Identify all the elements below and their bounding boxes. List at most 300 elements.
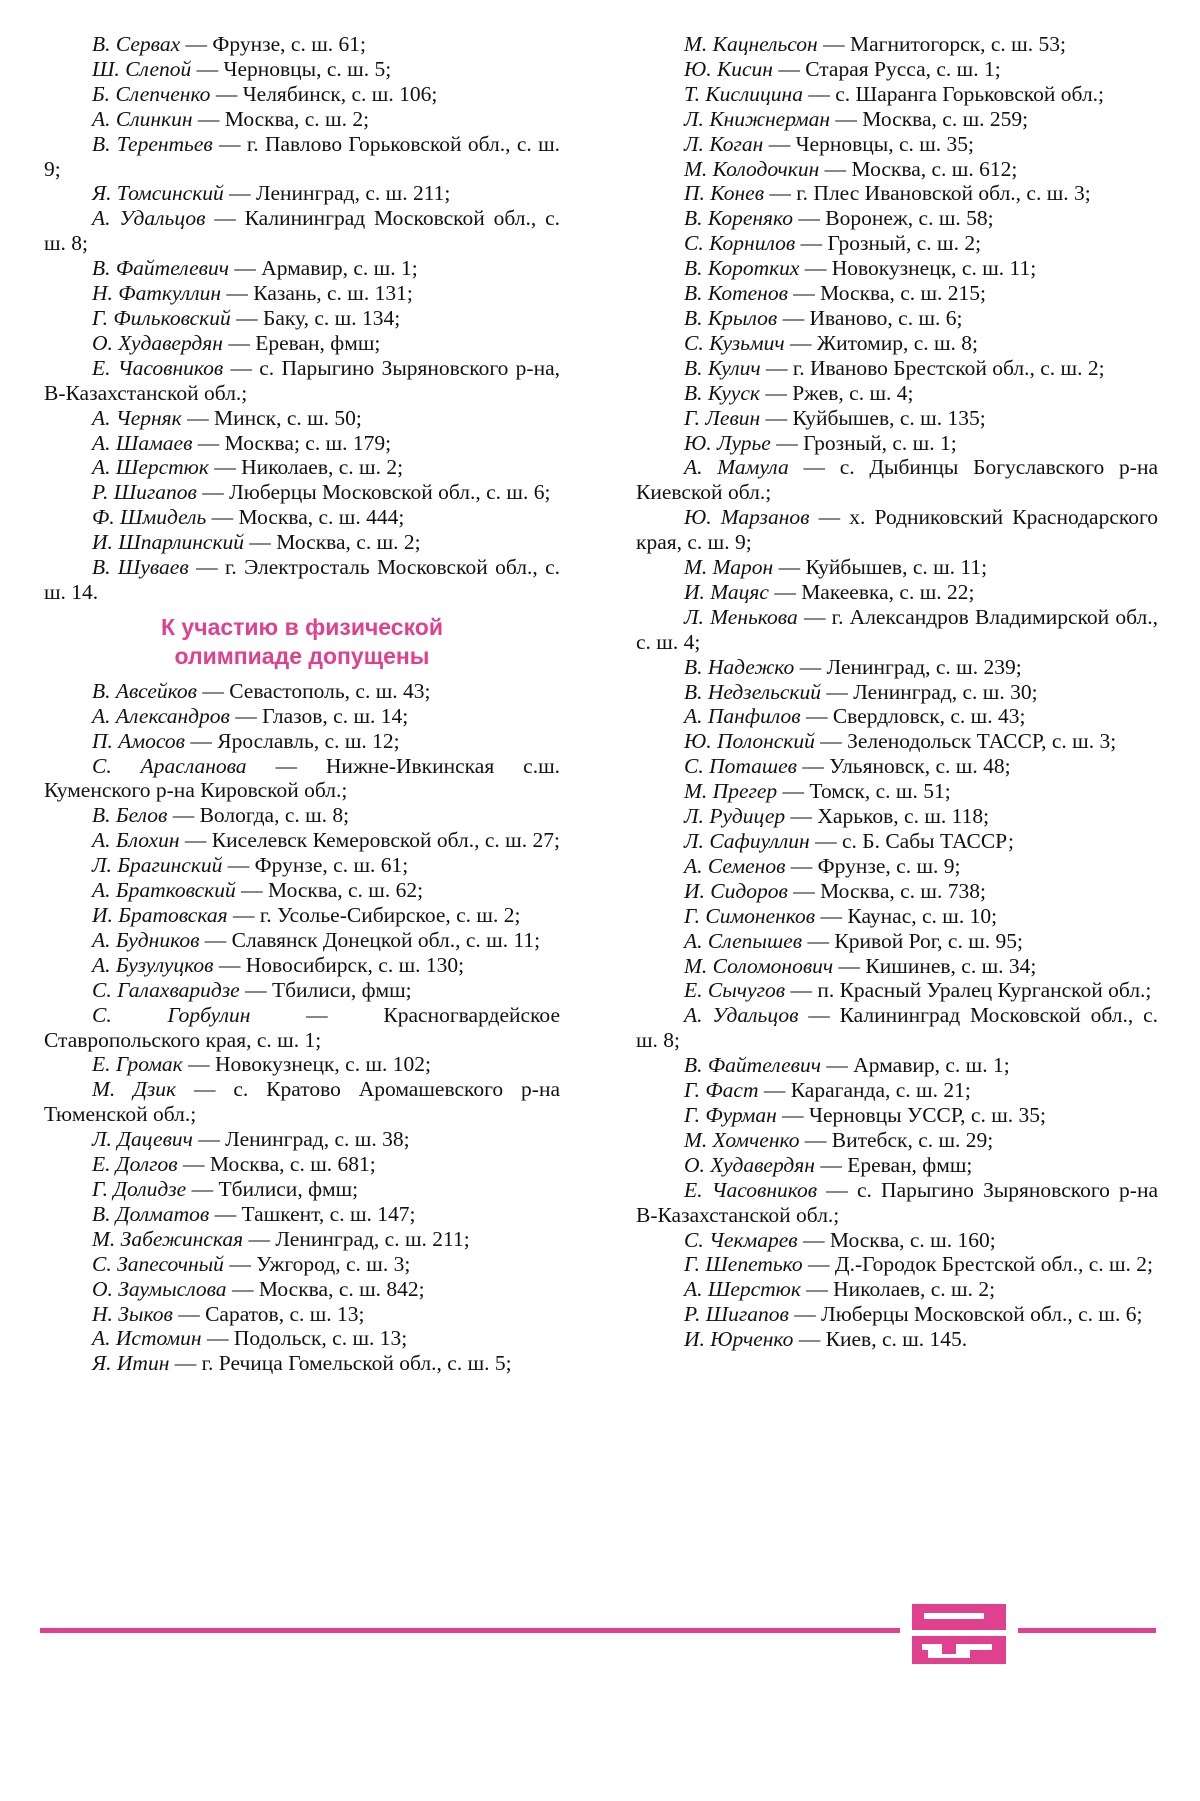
person-location: Ереван, фмш; xyxy=(847,1152,973,1177)
person-surname: Громак xyxy=(115,1052,183,1077)
person-name xyxy=(684,356,761,380)
person-name xyxy=(92,1127,193,1151)
list-item: М. Соломонович — Кишинев, с. ш. 34; xyxy=(684,953,1037,978)
person-name xyxy=(92,505,206,529)
person-name xyxy=(92,1177,186,1201)
person-surname: Кацнельсон xyxy=(712,32,818,56)
person-surname: Фурман xyxy=(705,1102,777,1127)
person-surname: Шерстюк xyxy=(115,455,209,480)
person-surname: Авсейков xyxy=(115,678,197,703)
person-name xyxy=(92,256,229,280)
list-item: М. Колодочкин — Москва, с. ш. 612; xyxy=(684,156,1018,181)
list-item: В. Крылов — Иваново, с. ш. 6; xyxy=(684,305,963,330)
list-item: С. Поташев — Ульяновск, с. ш. 48; xyxy=(684,754,1011,779)
person-surname: Долидзе xyxy=(113,1176,187,1201)
person-location: Москва, с. ш. 62; xyxy=(268,878,424,903)
person-surname: Истомин xyxy=(115,1326,202,1351)
person-location: п. Красный Уралец Курганской обл.; xyxy=(817,978,1152,1003)
list-item: Ю. Лурье — Грозный, с. ш. 1; xyxy=(684,430,957,455)
person-surname: Часовников xyxy=(117,355,224,380)
person-initial: Г. xyxy=(684,1102,700,1127)
section-heading xyxy=(44,613,560,671)
person-initial: Р. xyxy=(684,1302,701,1327)
footer-rule-right xyxy=(1018,1628,1156,1633)
person-location: г. Александров Владимирской обл., с. ш. 4; xyxy=(636,604,1158,654)
person-location: Москва, с. ш. 444; xyxy=(238,505,405,530)
person-initial: А. xyxy=(684,455,703,480)
list-item: В. Терентьев — г. Павлово Горьковской обл., с. ш. 9; xyxy=(44,131,560,181)
person-surname: Файтелевич xyxy=(707,1053,822,1078)
person-surname: Шерстюк xyxy=(707,1277,801,1302)
person-name xyxy=(684,206,793,230)
person-location: Москва, с. ш. 681; xyxy=(209,1152,376,1177)
person-surname: Колодочкин xyxy=(712,156,820,181)
person-location: х. Родниковский Краснодарского края, с. ш. 9; xyxy=(636,505,1159,555)
person-location: Куйбышев, с. ш. 11; xyxy=(805,555,988,580)
person-name xyxy=(684,281,788,305)
person-initial: М. xyxy=(684,1127,708,1152)
list-item: А. Шамаев — Москва; с. ш. 179; xyxy=(92,430,392,455)
list-item: Л. Менькова — г. Александров Владимирской обл., с. ш. 4; xyxy=(636,604,1158,654)
person-location: Казань, с. ш. 131; xyxy=(253,281,413,306)
person-initial: С. xyxy=(684,1227,704,1252)
list-item: М. Хомченко — Витебск, с. ш. 29; xyxy=(684,1127,994,1152)
right-column xyxy=(636,32,1158,1352)
person-initial: Л. xyxy=(684,604,704,629)
person-location: г. Электросталь Московской обл., с. ш. 14. xyxy=(44,555,561,604)
person-name xyxy=(92,132,213,156)
list-item: Ю. Марзанов — х. Родниковский Краснодарского края, с. ш. 9; xyxy=(636,505,1159,555)
person-surname: Кууск xyxy=(707,380,760,405)
person-location: г. Иваново Брестской обл., с. ш. 2; xyxy=(792,355,1105,380)
person-initial: Р. xyxy=(92,480,109,505)
person-surname: Книжнерман xyxy=(709,106,831,131)
person-name xyxy=(92,903,228,927)
person-location: Кривой Рог, с. ш. 95; xyxy=(834,928,1023,953)
person-initial: О. xyxy=(92,1276,113,1301)
person-surname: Терентьев xyxy=(116,131,213,156)
person-surname: Будников xyxy=(115,927,200,952)
person-location: Нижне-Ивкинская с.ш. Куменского р-на Кировской обл.; xyxy=(44,753,560,803)
person-initial: Е. xyxy=(92,355,111,380)
list-item: И. Мацяс — Макеевка, с. ш. 22; xyxy=(684,579,975,604)
entry-list-top xyxy=(44,32,560,605)
person-name xyxy=(92,803,167,827)
person-surname: Александров xyxy=(115,703,230,728)
person-name xyxy=(92,181,224,205)
person-location: Люберцы Московской обл., с. ш. 6; xyxy=(229,480,551,505)
person-surname: Итин xyxy=(116,1351,170,1376)
person-initial: Н. xyxy=(92,1301,113,1326)
person-surname: Фаст xyxy=(705,1078,759,1103)
person-location: Севастополь, с. ш. 43; xyxy=(229,678,431,703)
person-surname: Худавердян xyxy=(710,1152,815,1177)
person-location: Красногвардейское Ставропольского края, с. ш. 1; xyxy=(44,1002,560,1052)
list-item: Р. Шигапов — Люберцы Московской обл., с. ш. 6; xyxy=(684,1302,1143,1327)
person-location: Москва, с. ш. 160; xyxy=(829,1227,996,1252)
person-name xyxy=(92,928,199,952)
person-initial: О. xyxy=(92,330,113,355)
person-initial: Л. xyxy=(92,853,112,878)
person-surname: Слепой xyxy=(125,56,192,81)
person-surname: Кореняко xyxy=(707,206,794,231)
list-item: А. Удальцов — Калининград Московской обл., с. ш. 8; xyxy=(44,206,560,256)
person-surname: Шуваев xyxy=(117,555,189,580)
list-item: Л. Коган — Черновцы, с. ш. 35; xyxy=(684,131,975,156)
person-location: Новокузнецк, с. ш. 102; xyxy=(214,1052,431,1077)
person-initial: В. xyxy=(684,1053,703,1078)
person-location: Киев, с. ш. 145. xyxy=(825,1327,968,1352)
person-initial: В. xyxy=(92,803,111,828)
person-name xyxy=(684,655,794,679)
person-surname: Панфилов xyxy=(707,704,801,729)
person-location: Ленинград, с. ш. 38; xyxy=(225,1127,410,1152)
person-name xyxy=(92,107,193,131)
person-location: Ленинград, с. ш. 30; xyxy=(853,679,1038,704)
person-location: Ужгород, с. ш. 3; xyxy=(256,1251,411,1276)
person-name xyxy=(92,1351,169,1375)
list-item: В. Кууск — Ржев, с. ш. 4; xyxy=(684,380,914,405)
person-name xyxy=(684,157,819,181)
person-location: Николаев, с. ш. 2; xyxy=(833,1277,996,1302)
person-name xyxy=(684,1103,777,1127)
person-initial: Н. xyxy=(92,281,113,306)
person-surname: Шамаев xyxy=(115,430,193,455)
person-name xyxy=(92,480,197,504)
person-surname: Сафиуллин xyxy=(709,829,810,853)
person-initial: А. xyxy=(92,430,111,455)
person-location: Черновцы, с. ш. 5; xyxy=(223,56,392,81)
list-item: С. Чекмарев — Москва, с. ш. 160; xyxy=(684,1227,996,1252)
person-location: Подольск, с. ш. 13; xyxy=(233,1326,408,1351)
person-name xyxy=(92,679,197,703)
person-initial: Г. xyxy=(92,305,108,330)
person-location: Ульяновск, с. ш. 48; xyxy=(829,754,1011,779)
person-initial: В. xyxy=(684,355,703,380)
person-initial: М. xyxy=(684,32,708,56)
list-item: В. Долматов — Ташкент, с. ш. 147; xyxy=(92,1201,416,1226)
person-initial: М. xyxy=(684,953,708,978)
list-item: Я. Томсинский — Ленинград, с. ш. 211; xyxy=(92,181,451,206)
list-item: С. Корнилов — Грозный, с. ш. 2; xyxy=(684,231,982,256)
person-name xyxy=(92,878,236,902)
person-initial: А. xyxy=(684,853,703,878)
person-surname: Котенов xyxy=(707,281,788,306)
person-initial: В. xyxy=(684,679,703,704)
person-location: Харьков, с. ш. 118; xyxy=(817,804,990,829)
person-location: Николаев, с. ш. 2; xyxy=(241,455,404,480)
person-name xyxy=(92,754,247,778)
person-initial: Ю. xyxy=(684,505,712,530)
person-name xyxy=(92,406,182,430)
person-surname: Полонский xyxy=(716,729,815,754)
person-initial: В. xyxy=(92,256,111,281)
magazine-logo-icon xyxy=(912,1604,1006,1664)
person-surname: Удальцов xyxy=(119,206,206,231)
person-surname: Корнилов xyxy=(709,231,796,256)
person-location: Саратов, с. ш. 13; xyxy=(205,1301,365,1326)
person-surname: Слепышев xyxy=(707,928,803,953)
person-initial: А. xyxy=(92,952,111,977)
person-initial: В. xyxy=(684,256,703,281)
person-name xyxy=(92,431,192,455)
person-surname: Чекмарев xyxy=(709,1227,798,1252)
person-name xyxy=(684,1327,793,1351)
person-initial: С. xyxy=(684,754,704,779)
person-location: Томск, с. ш. 51; xyxy=(809,779,951,804)
person-location: Челябинск, с. ш. 106; xyxy=(242,81,438,106)
list-item: И. Братовская — г. Усолье-Сибирское, с. ш. 2; xyxy=(92,903,521,927)
list-item: Л. Книжнерман — Москва, с. ш. 259; xyxy=(684,106,1029,131)
person-initial: С. xyxy=(684,330,704,355)
person-surname: Сидоров xyxy=(710,878,788,903)
person-name xyxy=(684,57,773,81)
person-initial: А. xyxy=(684,1003,703,1028)
person-name xyxy=(684,1302,789,1326)
person-location: Фрунзе, с. ш. 61; xyxy=(254,853,409,878)
person-surname: Арасланова xyxy=(140,753,247,778)
person-surname: Файтелевич xyxy=(115,256,230,281)
list-item: В. Авсейков — Севастополь, с. ш. 43; xyxy=(92,678,431,703)
person-surname: Томсинский xyxy=(116,181,224,206)
list-item: Е. Громак — Новокузнецк, с. ш. 102; xyxy=(92,1052,431,1077)
list-item: Н. Фаткуллин — Казань, с. ш. 131; xyxy=(92,281,413,306)
person-initial: Л. xyxy=(92,1127,112,1152)
person-surname: Юрченко xyxy=(710,1327,794,1352)
person-location: Макеевка, с. ш. 22; xyxy=(801,579,975,604)
person-name xyxy=(684,1078,759,1102)
person-initial: И. xyxy=(92,903,113,927)
person-location: Вологда, с. ш. 8; xyxy=(199,803,350,828)
list-item: Т. Кислицина — с. Шаранга Горьковской обл.; xyxy=(684,81,1105,106)
list-item: В. Кулич — г. Иваново Брестской обл., с. ш. 2; xyxy=(684,355,1105,380)
person-initial: Г. xyxy=(684,903,700,928)
list-item: Г. Шепетько — Д.-Городок Брестской обл., с. ш. 2; xyxy=(684,1252,1154,1277)
person-location: Ленинград, с. ш. 239; xyxy=(826,654,1022,679)
person-initial: А. xyxy=(684,1277,703,1302)
person-location: Люберцы Московской обл., с. ш. 6; xyxy=(821,1302,1143,1327)
person-location: Магнитогорск, с. ш. 53; xyxy=(849,32,1066,56)
person-name xyxy=(684,107,830,131)
person-name xyxy=(92,1302,173,1326)
person-surname: Белов xyxy=(115,803,168,828)
person-name xyxy=(684,829,810,853)
list-item: А. Мамула — с. Дыбинцы Богуславского р-на Киевской обл.; xyxy=(636,455,1159,505)
person-name xyxy=(92,206,205,230)
list-item: А. Бузулуцков — Новосибирск, с. ш. 130; xyxy=(92,952,465,977)
person-initial: Л. xyxy=(684,804,704,829)
list-item: В. Файтелевич — Армавир, с. ш. 1; xyxy=(92,256,418,281)
person-name xyxy=(684,32,818,56)
person-location: Ленинград, с. ш. 211; xyxy=(256,181,451,206)
list-item: Ш. Слепой — Черновцы, с. ш. 5; xyxy=(92,56,392,81)
person-surname: Фаткуллин xyxy=(118,281,222,306)
person-surname: Мамула xyxy=(717,455,789,480)
person-surname: Слепченко xyxy=(115,81,211,106)
person-name xyxy=(684,1003,798,1027)
entry-list-admitted xyxy=(44,679,560,1376)
person-location: Минск, с. ш. 50; xyxy=(213,405,362,430)
person-name xyxy=(684,555,773,579)
person-name xyxy=(92,953,213,977)
list-item: О. Худавердян — Ереван, фмш; xyxy=(684,1152,973,1177)
person-surname: Шигапов xyxy=(113,480,197,505)
person-initial: С. xyxy=(92,977,112,1002)
list-item: А. Шерстюк — Николаев, с. ш. 2; xyxy=(684,1277,996,1302)
list-item: Л. Дацевич — Ленинград, с. ш. 38; xyxy=(92,1127,410,1152)
person-name xyxy=(684,978,785,1002)
person-initial: Я. xyxy=(92,181,112,206)
person-surname: Заумыслова xyxy=(118,1276,227,1301)
list-item: Г. Симоненков — Каунас, с. ш. 10; xyxy=(684,903,998,928)
person-location: Фрунзе, с. ш. 61; xyxy=(212,32,366,56)
person-initial: В. xyxy=(92,678,111,703)
list-item: Г. Фильковский — Баку, с. ш. 134; xyxy=(92,305,401,330)
person-location: Армавир, с. ш. 1; xyxy=(853,1053,1010,1078)
list-item: Ю. Полонский — Зеленодольск ТАССР, с. ш. 3; xyxy=(684,729,1117,754)
list-item: О. Заумыслова — Москва, с. ш. 842; xyxy=(92,1276,425,1301)
list-item: В. Котенов — Москва, с. ш. 215; xyxy=(684,281,987,306)
person-initial: Ш. xyxy=(92,56,120,81)
person-location: Грозный, с. ш. 2; xyxy=(827,231,982,256)
person-name xyxy=(684,132,763,156)
person-initial: М. xyxy=(92,1226,116,1251)
entry-list-admitted-continued xyxy=(636,32,1158,1352)
person-name xyxy=(92,32,180,56)
person-surname: Коротких xyxy=(707,256,800,281)
person-location: с. Б. Сабы ТАССР; xyxy=(841,829,1014,853)
person-location: Куйбышев, с. ш. 135; xyxy=(792,405,986,430)
person-surname: Шпарлинский xyxy=(118,530,245,555)
person-initial: Ю. xyxy=(684,729,712,754)
person-surname: Мацяс xyxy=(710,579,769,604)
person-name xyxy=(684,181,764,205)
person-location: Ереван, фмш; xyxy=(255,330,381,355)
person-name xyxy=(684,431,771,455)
person-initial: В. xyxy=(684,380,703,405)
person-initial: Ю. xyxy=(684,430,712,455)
list-item: А. Блохин — Киселевск Кемеровской обл., с. ш. 27; xyxy=(92,828,560,853)
person-name xyxy=(92,82,210,106)
person-name xyxy=(684,455,789,479)
person-initial: А. xyxy=(92,878,111,903)
person-initial: Г. xyxy=(92,1176,108,1201)
person-surname: Галахваридзе xyxy=(117,977,240,1002)
person-surname: Кулич xyxy=(707,355,761,380)
person-name xyxy=(684,381,760,405)
person-surname: Поташев xyxy=(709,754,798,779)
person-name xyxy=(684,406,760,430)
person-location: г. Речица Гомельской обл., с. ш. 5; xyxy=(201,1351,512,1376)
person-name xyxy=(684,331,785,355)
person-location: Москва, с. ш. 842; xyxy=(258,1276,425,1301)
person-name xyxy=(92,57,191,81)
list-item: Ю. Кисин — Старая Русса, с. ш. 1; xyxy=(684,56,1001,81)
person-location: Новосибирск, с. ш. 130; xyxy=(245,952,465,977)
person-initial: И. xyxy=(684,1327,705,1352)
person-initial: Б. xyxy=(92,81,111,106)
list-item: Л. Рудицер — Харьков, с. ш. 118; xyxy=(684,804,990,829)
person-name xyxy=(684,1252,803,1276)
list-item: М. Марон — Куйбышев, с. ш. 11; xyxy=(684,555,988,580)
person-name xyxy=(684,854,785,878)
person-surname: Рудицер xyxy=(709,804,786,829)
person-surname: Соломонович xyxy=(712,953,834,978)
footer-rule-left xyxy=(40,1628,900,1633)
person-surname: Кисин xyxy=(716,56,773,81)
person-name xyxy=(684,306,777,330)
person-surname: Дзик xyxy=(133,1077,177,1102)
person-name xyxy=(92,281,221,305)
person-surname: Кузьмич xyxy=(709,330,785,355)
list-item: А. Шерстюк — Николаев, с. ш. 2; xyxy=(92,455,404,480)
person-surname: Слинкин xyxy=(115,106,193,131)
person-initial: В. xyxy=(92,555,111,580)
person-name xyxy=(684,680,821,704)
person-surname: Худавердян xyxy=(118,330,223,355)
person-surname: Долматов xyxy=(115,1201,210,1226)
person-name xyxy=(92,1252,224,1276)
person-surname: Долгов xyxy=(115,1152,178,1177)
person-name xyxy=(684,1228,798,1252)
person-name xyxy=(684,929,802,953)
person-initial: Ю. xyxy=(684,56,712,81)
person-initial: Е. xyxy=(684,1177,703,1202)
person-location: Славянск Донецкой обл., с. ш. 11; xyxy=(231,927,541,952)
person-initial: В. xyxy=(92,32,111,56)
person-name xyxy=(684,804,785,828)
person-name xyxy=(92,978,240,1002)
person-name xyxy=(92,331,223,355)
person-initial: Я. xyxy=(92,1351,112,1376)
person-surname: Симоненков xyxy=(705,903,816,928)
person-initial: С. xyxy=(684,231,704,256)
person-surname: Крылов xyxy=(707,305,778,330)
person-initial: А. xyxy=(92,927,111,952)
person-location: Д.-Городок Брестской обл., с. ш. 2; xyxy=(834,1252,1154,1277)
person-initial: И. xyxy=(92,530,113,555)
person-initial: Т. xyxy=(684,81,700,106)
person-surname: Сервах xyxy=(115,32,181,56)
list-item: А. Слепышев — Кривой Рог, с. ш. 95; xyxy=(684,928,1023,953)
person-initial: И. xyxy=(684,579,705,604)
list-item: Г. Фаст — Караганда, с. ш. 21; xyxy=(684,1078,971,1103)
person-surname: Запесочный xyxy=(117,1251,224,1276)
person-location: Витебск, с. ш. 29; xyxy=(831,1127,994,1152)
list-item: В. Коротких — Новокузнецк, с. ш. 11; xyxy=(684,256,1037,281)
list-item: Н. Зыков — Саратов, с. ш. 13; xyxy=(92,1301,365,1326)
person-initial: Г. xyxy=(684,1252,700,1277)
list-item: Г. Долидзе — Тбилиси, фмш; xyxy=(92,1176,359,1201)
person-initial: В. xyxy=(684,654,703,679)
person-location: Тбилиси, фмш; xyxy=(271,977,412,1002)
person-name xyxy=(684,580,769,604)
list-item: И. Юрченко — Киев, с. ш. 145. xyxy=(684,1327,968,1352)
list-item: А. Будников — Славянск Донецкой обл., с. ш. 11; xyxy=(92,927,541,952)
person-name xyxy=(92,555,189,579)
person-name xyxy=(92,1052,183,1076)
person-location: г. Плес Ивановской обл., с. ш. 3; xyxy=(796,181,1091,206)
person-surname: Фильковский xyxy=(113,305,231,330)
person-location: Иваново, с. ш. 6; xyxy=(809,305,963,330)
list-item: Е. Часовников — с. Парыгино Зыряновского р-на В-Казахстанской обл.; xyxy=(636,1177,1159,1227)
person-name xyxy=(92,729,185,753)
list-item: С. Галахваридзе — Тбилиси, фмш; xyxy=(92,977,412,1002)
list-item: Б. Слепченко — Челябинск, с. ш. 106; xyxy=(92,81,438,106)
person-location: с. Парыгино Зыряновского р-на, В-Казахстанской обл.; xyxy=(44,355,560,405)
person-initial: А. xyxy=(92,206,111,231)
person-name xyxy=(92,1003,250,1027)
